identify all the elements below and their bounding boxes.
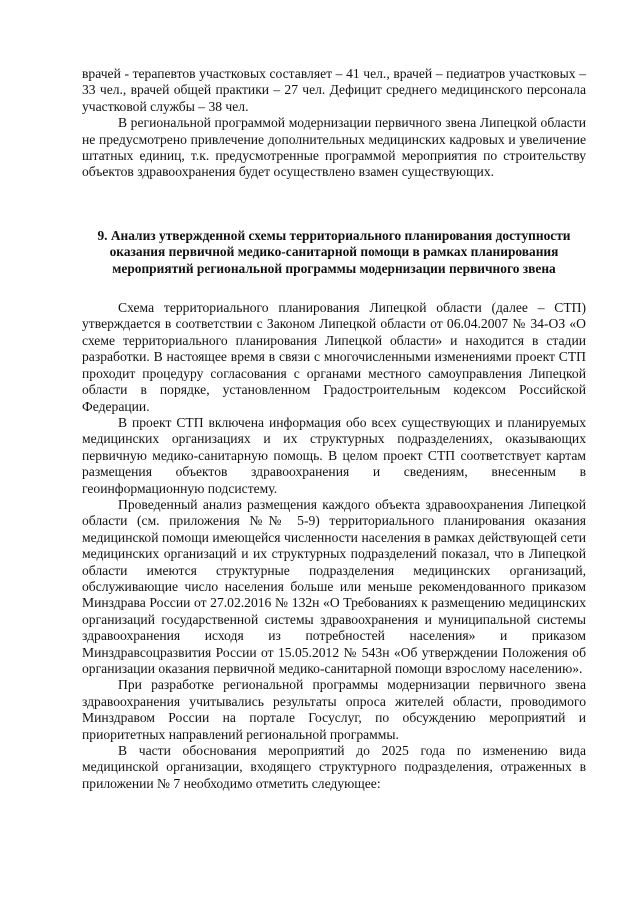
paragraph: В региональной программой модернизации первичного звена Липецкой области не предусмотрено привлечение дополнительных медицинских кадровых и увеличение штатных единиц, т.к. предусмотренные программой мероприятия по строительству объектов здравоохранения будет осуществлено взамен существующих. [82, 115, 586, 180]
paragraph: В проект СТП включена информация обо всех существующих и планируемых медицинских организациях и их структурных подразделениях, оказывающих первичную медико-санитарную помощь. В целом проект СТП соответствует картам размещения объектов здравоохранения и сведениям, внесенным в геоинформационную подсистему. [82, 414, 586, 496]
section-heading: 9. Анализ утвержденной схемы территориального планирования доступности оказания первичной медико-санитарной помощи в рамках планирования мероприятий региональной программы модернизации первичного звена [97, 227, 571, 276]
paragraph: врачей - терапевтов участковых составляет – 41 чел., врачей – педиатров участковых – 33 чел., врачей общей практики – 27 чел. Дефицит среднего медицинского персонала участковой службы – 38 чел. [82, 66, 586, 114]
document-page [82, 66, 586, 792]
paragraph: В части обоснования мероприятий до 2025 года по изменению вида медицинской организации, входящего структурного подразделения, отраженных в приложении № 7 необходимо отметить следующее: [82, 743, 586, 791]
paragraph: Схема территориального планирования Липецкой области (далее – СТП) утверждается в соответствии с Законом Липецкой области от 06.04.2007 № 34-ОЗ «О схеме территориального планирования Липецкой области» и находится в стадии разработки. В настоящее время в связи с многочисленными изменениями проект СТП проходит процедуру согласования с органами местного самоуправления Липецкой области в порядке, установленном Градостроительным кодексом Российской Федерации. [82, 300, 586, 414]
paragraph: При разработке региональной программы модернизации первичного звена здравоохранения учитывались результаты опроса жителей области, проводимого Минздравом России на портале Госуслуг, по обсуждению мероприятий и приоритетных направлений региональной программы. [82, 677, 586, 742]
paragraph: Проведенный анализ размещения каждого объекта здравоохранения Липецкой области (см. приложения №№ 5-9) территориального планирования оказания медицинской помощи имеющейся численности населения в рамках действующей сети медицинских организаций и их структурных подразделений показал, что в Липецкой области имеются структурные подразделения медицинских организаций, обслуживающие число населения больше или меньше рекомендованного приказом Минздрава России от 27.02.2016 № 132н «О Требованиях к размещению медицинских организаций государственной системы здравоохранения и муниципальной системы здравоохранения исходя из потребностей населения» и приказом Минздравсоцразвития России от 15.05.2012 № 543н «Об утверждении Положения об организации оказания первичной медико-санитарной помощи взрослому населению». [82, 496, 586, 676]
